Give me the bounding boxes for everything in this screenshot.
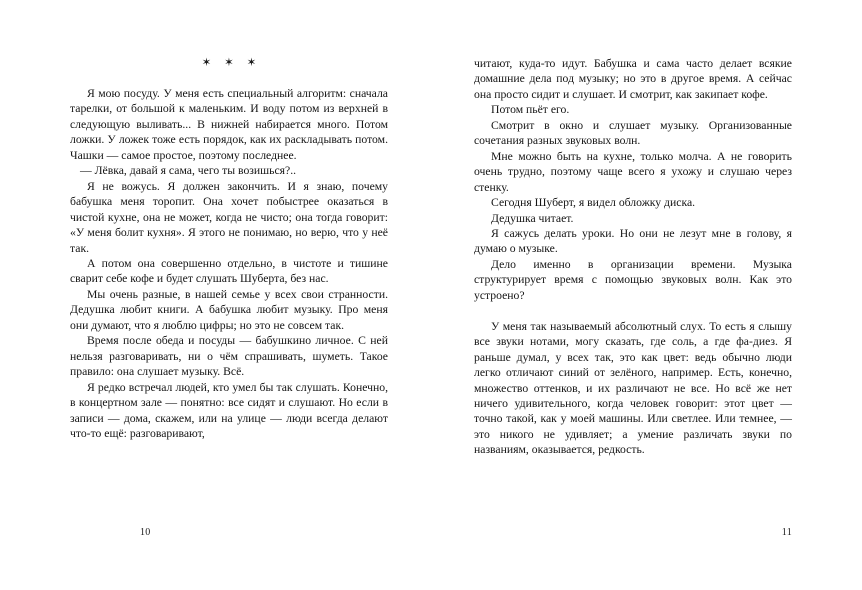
paragraph-continuation: читают, куда-то идут. Бабушка и сама часто делает всякие домашние дела под музыку; но это в другое время. А сейчас она просто сидит и слушает. И смотрит, как закипает кофе. — [474, 57, 792, 101]
paragraph: Потом пьёт его. — [491, 103, 570, 117]
page-number-left: 10 — [140, 527, 151, 538]
right-page-text-block — [474, 56, 792, 458]
paragraph: Я сажусь делать уроки. Но они не лезут мне в голову, я думаю о музыке. — [474, 226, 792, 256]
paragraph-dialogue: — Лёвка, давай я сама, чего ты возишься?.. — [80, 164, 297, 178]
page-left — [70, 0, 388, 590]
page-number-right: 11 — [781, 527, 792, 538]
paragraph: А потом она совершенно отдельно, в чистоте и тишине сварит себе кофе и будет слушать Шуберта, без нас. — [70, 256, 388, 286]
paragraph: Я мою посуду. У меня есть специальный алгоритм: сначала тарелки, от большой к маленьким. И воду потом из верхней в следующую выливать... В нижней набирается много. Потом ложки. У ложек тоже есть порядок, как их раскладывать потом. Чашки — самое простое, поэтому последнее. — [70, 87, 388, 162]
section-divider-asterisks: ✶ ✶ ✶ — [201, 57, 262, 69]
paragraph: Дело именно в организации времени. Музыка структурирует время с помощью звуковых волн. Как это устроено? — [474, 257, 792, 302]
paragraph: Мы очень разные, в нашей семье у всех свои странности. Дедушка любит книги. А бабушка любит музыку. Про меня они думают, что я люблю цифры; но это не совсем так. — [70, 287, 388, 332]
left-page-text-block — [70, 56, 388, 441]
paragraph: У меня так называемый абсолютный слух. То есть я слышу все звуки нотами, могу сказать, где соль, а где фа-диез. Я раньше думал, у всех так, это как цвет: ведь обычно люди легко отличают синий от зелёного, например. Есть, конечно, множество оттенков, и их различают не все. Но всё же нет ничего удивительного, когда человек говорит: этот цвет — точно такой, как у моей машины. Или светлее. Или темнее, — это никого не удивляет; а умение различать звуки по названиям, оказывается, редкость. — [474, 319, 792, 457]
paragraph: Сегодня Шуберт, я видел обложку диска. — [491, 196, 696, 210]
paragraph: Смотрит в окно и слушает музыку. Организованные сочетания разных звуковых волн. — [474, 118, 792, 148]
paragraph: Я редко встречал людей, кто умел бы так слушать. Конечно, в концертном зале — понятно: все сидят и слушают. Но если в записи — дома, скажем, или на улице — люди всегда делают что-то ещё: разговаривают, — [70, 380, 388, 440]
page-right — [474, 0, 792, 590]
paragraph: Время после обеда и посуды — бабушкино личное. С ней нельзя разговаривать, ни о чём спрашивать, шуметь. Такое правило: она слушает музыку. Всё. — [70, 334, 388, 379]
paragraph: Я не вожусь. Я должен закончить. И я знаю, почему бабушка меня торопит. Она хочет побыстрее оказаться в чистой кухне, она не может, когда не чисто; она тогда говорит: «У меня болит кухня». Я этого не понимаю, но верю, что у неё так. — [70, 179, 388, 255]
paragraph: Мне можно быть на кухне, только молча. А не говорить очень трудно, поэтому чаще всего я ухожу и слушаю через стенку. — [474, 149, 792, 194]
paragraph: Дедушка читает. — [491, 211, 574, 225]
